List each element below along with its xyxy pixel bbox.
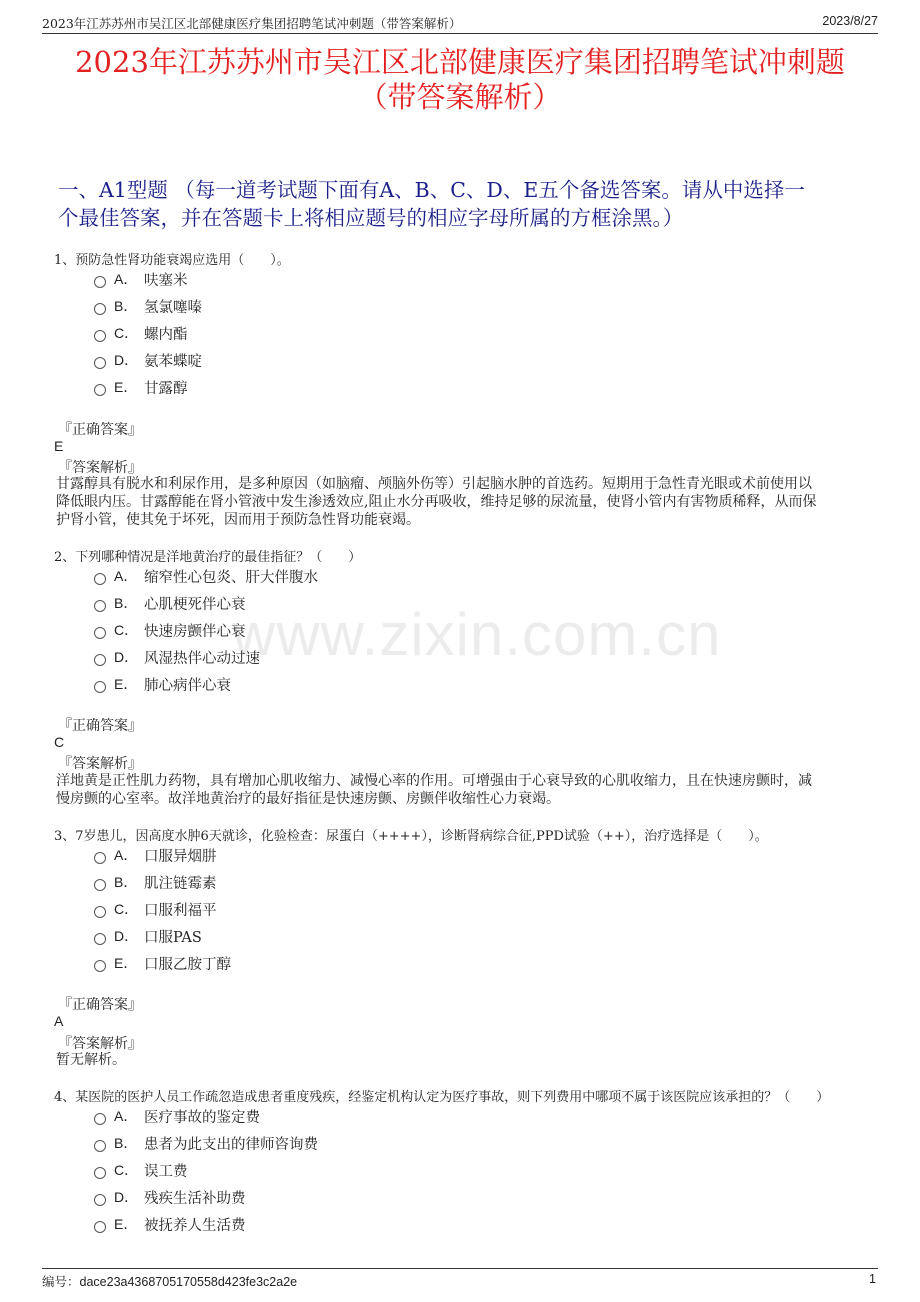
radio-button-icon[interactable] xyxy=(94,1194,106,1206)
document-title: 2023年江苏苏州市吴江区北部健康医疗集团招聘笔试冲刺题 xyxy=(75,45,845,79)
option-letter: E． xyxy=(114,676,138,692)
option-row[interactable] xyxy=(94,845,217,865)
question-stem: 3、7岁患儿，因高度水肿6天就诊，化验检查：尿蛋白（++++），诊断肾病综合征,PPD试验（++），治疗选择是（ ）。 xyxy=(54,829,768,844)
option-letter: D． xyxy=(114,1189,139,1205)
analysis-line: 护肾小管，使其免于坏死，因而用于预防急性肾功能衰竭。 xyxy=(56,512,420,528)
analysis-line: 暂无解析。 xyxy=(56,1052,126,1068)
option-letter: A． xyxy=(114,1108,138,1124)
radio-button-icon[interactable] xyxy=(94,1140,106,1152)
watermark: www.zixin.com.cn xyxy=(232,601,722,668)
option-text: 快速房颤伴心衰 xyxy=(144,623,246,640)
option-text: 氨苯蝶啶 xyxy=(144,353,202,370)
option-letter: C． xyxy=(114,622,139,638)
option-text: 残疾生活补助费 xyxy=(144,1190,246,1207)
header-title: 2023年江苏苏州市吴江区北部健康医疗集团招聘笔试冲刺题（带答案解析） xyxy=(42,16,462,31)
option-text: 甘露醇 xyxy=(144,380,188,397)
option-text: 口服PAS xyxy=(144,929,202,946)
radio-button-icon[interactable] xyxy=(94,276,106,288)
option-row[interactable] xyxy=(94,899,217,919)
radio-button-icon[interactable] xyxy=(94,357,106,369)
option-row[interactable] xyxy=(94,674,231,694)
correct-answer-label: 『正确答案』 xyxy=(58,718,142,734)
option-row[interactable] xyxy=(94,350,202,370)
option-row[interactable] xyxy=(94,872,217,892)
header-date: 2023/8/27 xyxy=(822,14,878,28)
radio-button-icon[interactable] xyxy=(94,1221,106,1233)
document-id-prefix: 编号： xyxy=(42,1274,80,1289)
radio-button-icon[interactable] xyxy=(94,1113,106,1125)
question-stem: 1、预防急性肾功能衰竭应选用（ ）。 xyxy=(54,253,290,268)
option-row[interactable] xyxy=(94,620,246,640)
option-row[interactable] xyxy=(94,953,231,973)
option-text: 螺内酯 xyxy=(144,326,188,343)
option-text: 呋塞米 xyxy=(144,272,188,289)
option-row[interactable] xyxy=(94,566,318,586)
radio-button-icon[interactable] xyxy=(94,384,106,396)
correct-answer: A xyxy=(54,1013,64,1029)
option-text: 口服乙胺丁醇 xyxy=(144,956,231,973)
document-subtitle: （带答案解析） xyxy=(358,80,562,114)
option-letter: B． xyxy=(114,1135,138,1151)
page-header xyxy=(42,14,878,34)
option-text: 肌注链霉素 xyxy=(144,875,217,892)
option-row[interactable] xyxy=(94,323,188,343)
option-row[interactable] xyxy=(94,269,188,289)
analysis-label: 『答案解析』 xyxy=(58,756,142,772)
option-row[interactable] xyxy=(94,926,202,946)
option-row[interactable] xyxy=(94,1133,318,1153)
section-heading-line1: 一、A1型题 （每一道考试题下面有A、B、C、D、E五个备选答案。请从中选择一 xyxy=(58,178,805,202)
analysis-line: 甘露醇具有脱水和利尿作用，是多种原因（如脑瘤、颅脑外伤等）引起脑水肿的首选药。短期用于急性青光眼或术前使用以 xyxy=(56,476,812,492)
option-letter: A． xyxy=(114,847,138,863)
option-text: 口服异烟肼 xyxy=(144,848,217,865)
analysis-text xyxy=(56,772,862,808)
radio-button-icon[interactable] xyxy=(94,627,106,639)
option-letter: E． xyxy=(114,955,138,971)
document-id xyxy=(42,1272,297,1290)
option-row[interactable] xyxy=(94,1187,246,1207)
option-letter: A． xyxy=(114,271,138,287)
radio-button-icon[interactable] xyxy=(94,933,106,945)
option-text: 氢氯噻嗪 xyxy=(144,299,202,316)
analysis-label: 『答案解析』 xyxy=(58,1036,142,1052)
option-row[interactable] xyxy=(94,377,188,397)
option-row[interactable] xyxy=(94,1160,188,1180)
question-stem: 2、下列哪种情况是洋地黄治疗的最佳指征？（ ） xyxy=(54,550,362,565)
analysis-text xyxy=(56,475,862,529)
option-letter: C． xyxy=(114,325,139,341)
option-text: 患者为此支出的律师咨询费 xyxy=(144,1136,318,1153)
option-text: 口服利福平 xyxy=(144,902,217,919)
option-text: 医疗事故的鉴定费 xyxy=(144,1109,260,1126)
option-row[interactable] xyxy=(94,1106,260,1126)
option-letter: E． xyxy=(114,379,138,395)
radio-button-icon[interactable] xyxy=(94,906,106,918)
radio-button-icon[interactable] xyxy=(94,960,106,972)
option-letter: D． xyxy=(114,649,139,665)
analysis-text xyxy=(56,1051,862,1069)
correct-answer-label: 『正确答案』 xyxy=(58,422,142,438)
option-row[interactable] xyxy=(94,593,246,613)
radio-button-icon[interactable] xyxy=(94,330,106,342)
section-heading-line2: 个最佳答案，并在答题卡上将相应题号的相应字母所属的方框涂黑。） xyxy=(58,206,684,230)
question-stem: 4、某医院的医护人员工作疏忽造成患者重度残疾，经鉴定机构认定为医疗事故，则下列费用中哪项不属于该医院应该承担的？（ ） xyxy=(54,1090,830,1105)
footer-divider xyxy=(42,1268,878,1269)
option-text: 肺心病伴心衰 xyxy=(144,677,231,694)
document-id-code: dace23a4368705170558d423fe3c2a2e xyxy=(79,1275,298,1289)
option-text: 缩窄性心包炎、肝大伴腹水 xyxy=(144,569,318,586)
option-letter: B． xyxy=(114,298,138,314)
correct-answer-label: 『正确答案』 xyxy=(58,997,142,1013)
option-letter: C． xyxy=(114,1162,139,1178)
analysis-line: 慢房颤的心室率。故洋地黄治疗的最好指征是快速房颤、房颤伴收缩性心力衰竭。 xyxy=(56,791,560,807)
option-text: 误工费 xyxy=(144,1163,188,1180)
analysis-label: 『答案解析』 xyxy=(58,460,142,476)
option-letter: B． xyxy=(114,595,138,611)
correct-answer: C xyxy=(54,734,65,750)
radio-button-icon[interactable] xyxy=(94,303,106,315)
correct-answer: E xyxy=(54,438,64,454)
option-row[interactable] xyxy=(94,296,202,316)
option-letter: D． xyxy=(114,928,139,944)
radio-button-icon[interactable] xyxy=(94,852,106,864)
radio-button-icon[interactable] xyxy=(94,1167,106,1179)
option-letter: C． xyxy=(114,901,139,917)
radio-button-icon[interactable] xyxy=(94,879,106,891)
radio-button-icon[interactable] xyxy=(94,600,106,612)
option-text: 风湿热伴心动过速 xyxy=(144,650,260,667)
radio-button-icon[interactable] xyxy=(94,654,106,666)
section-heading xyxy=(58,176,858,232)
page-number: 1 xyxy=(869,1272,876,1286)
option-text: 被抚养人生活费 xyxy=(144,1217,246,1234)
option-letter: D． xyxy=(114,352,139,368)
option-row[interactable] xyxy=(94,1214,246,1234)
analysis-line: 洋地黄是正性肌力药物，具有增加心肌收缩力、减慢心率的作用。可增强由于心衰导致的心肌收缩力，且在快速房颤时，减 xyxy=(56,773,812,789)
option-letter: E． xyxy=(114,1216,138,1232)
radio-button-icon[interactable] xyxy=(94,681,106,693)
option-letter: A． xyxy=(114,568,138,584)
option-row[interactable] xyxy=(94,647,260,667)
analysis-line: 降低眼内压。甘露醇能在肾小管液中发生渗透效应,阻止水分再吸收，维持足够的尿流量，使肾小管内有害物质稀释，从而保 xyxy=(56,494,817,510)
radio-button-icon[interactable] xyxy=(94,573,106,585)
option-letter: B． xyxy=(114,874,138,890)
option-text: 心肌梗死伴心衰 xyxy=(144,596,246,613)
